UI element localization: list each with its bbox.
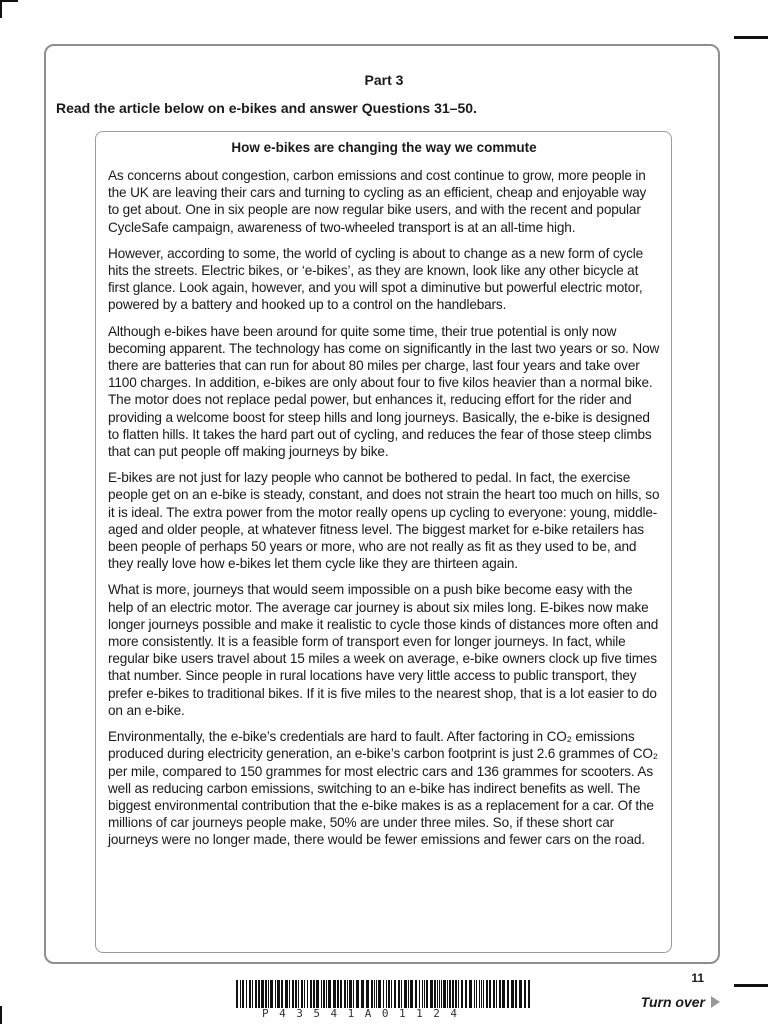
turn-over-arrow-icon <box>711 996 720 1008</box>
crop-mark-bottom-left <box>0 1006 2 1024</box>
crop-mark-top-left-vertical <box>0 0 2 18</box>
article-title: How e-bikes are changing the way we commute <box>231 140 537 155</box>
article-paragraph-6: Environmentally, the e-bike’s credentials are hard to fault. After factoring in CO₂ emissions produced during electricity generation, an e-bike’s carbon footprint is just 2.6 grammes of CO₂ per mile, compared to 150 grammes for most electric cars and 136 grammes for scooters. As well as reducing carbon emissions, switching to an e-bike has indirect benefits as well. The biggest environmental contribution that the e-bike makes is as a replacement for a car. Of the millions of car journeys people make, 50% are under three miles. So, if these short car journeys were no longer made, there would be fewer emissions and fewer cars on the road. <box>108 729 658 848</box>
barcode-text: P43541A01124 <box>262 1007 468 1020</box>
article-box <box>95 131 672 953</box>
article-paragraph-4: E-bikes are not just for lazy people who cannot be bothered to pedal. In fact, the exercise people get on an e-bike is steady, constant, and does not strain the heart too much on hills, so it is ideal. The extra power from the motor really opens up cycling to everyone: young, middle-aged and older people, at whatever fitness level. The biggest market for e-bike retailers has been people of perhaps 50 years or more, who are not really as fit as they used to be, and they really love how e-bikes let them cycle like they are thirteen again. <box>108 470 660 572</box>
instruction-text: Read the article below on e-bikes and answer Questions 31–50. <box>56 100 477 116</box>
part-heading: Part 3 <box>364 72 404 88</box>
article-paragraph-5: What is more, journeys that would seem impossible on a push bike become easy with the help of an electric motor. The average car journey is about six miles long. E-bikes now make longer journeys possible and make it realistic to cycle those kinds of distances more often and more consistently. It is a feasible form of transport even for longer journeys. In fact, while regular bike users travel about 15 miles a week on average, e-bike owners clock up five times that number. Since people in rural locations have very little access to public transport, they prefer e-bikes to traditional bikes. If it is five miles to the nearest shop, that is a lot easier to do on an e-bike. <box>108 582 659 718</box>
turn-over <box>641 994 720 1010</box>
page-number: 11 <box>691 971 704 985</box>
barcode-bars <box>236 980 536 1008</box>
article-paragraph-2: However, according to some, the world of cycling is about to change as a new form of cycle hits the streets. Electric bikes, or ‘e-bikes’, as they are known, look like any other bicycle at first glance. Look again, however, and you will spot a diminutive but powerful electric motor, powered by a battery and hooked up to a control on the handlebars. <box>108 245 644 313</box>
barcode <box>236 980 536 1020</box>
crop-mark-top-left-horizontal <box>0 0 18 2</box>
article-paragraph-3: Although e-bikes have been around for quite some time, their true potential is only now becoming apparent. The technology has come on significantly in the last two years or so. Now there are batteries that can run for about 80 miles per charge, last four years and take over 1100 charges. In addition, e-bikes are only about four to five kilos heavier than a normal bike. The motor does not replace pedal power, but enhances it, reducing effort for the rider and providing a welcome boost for steep hills and long journeys. Basically, the e-bike is designed to flatten hills. It takes the hard part out of cycling, and reduces the fear of those steep climbs that can put people off making journeys by bike. <box>108 323 660 460</box>
article-paragraph-1: As concerns about congestion, carbon emissions and cost continue to grow, more people in the UK are leaving their cars and turning to cycling as an efficient, cheap and enjoyable way to get about. One in six people are now regular bike users, and with the recent and popular CycleSafe campaign, awareness of two-wheeled transport is at an all-time high. <box>108 168 647 235</box>
crop-mark-bottom-right <box>734 984 768 987</box>
turn-over-label: Turn over <box>640 994 705 1010</box>
crop-mark-top-right <box>734 36 768 39</box>
